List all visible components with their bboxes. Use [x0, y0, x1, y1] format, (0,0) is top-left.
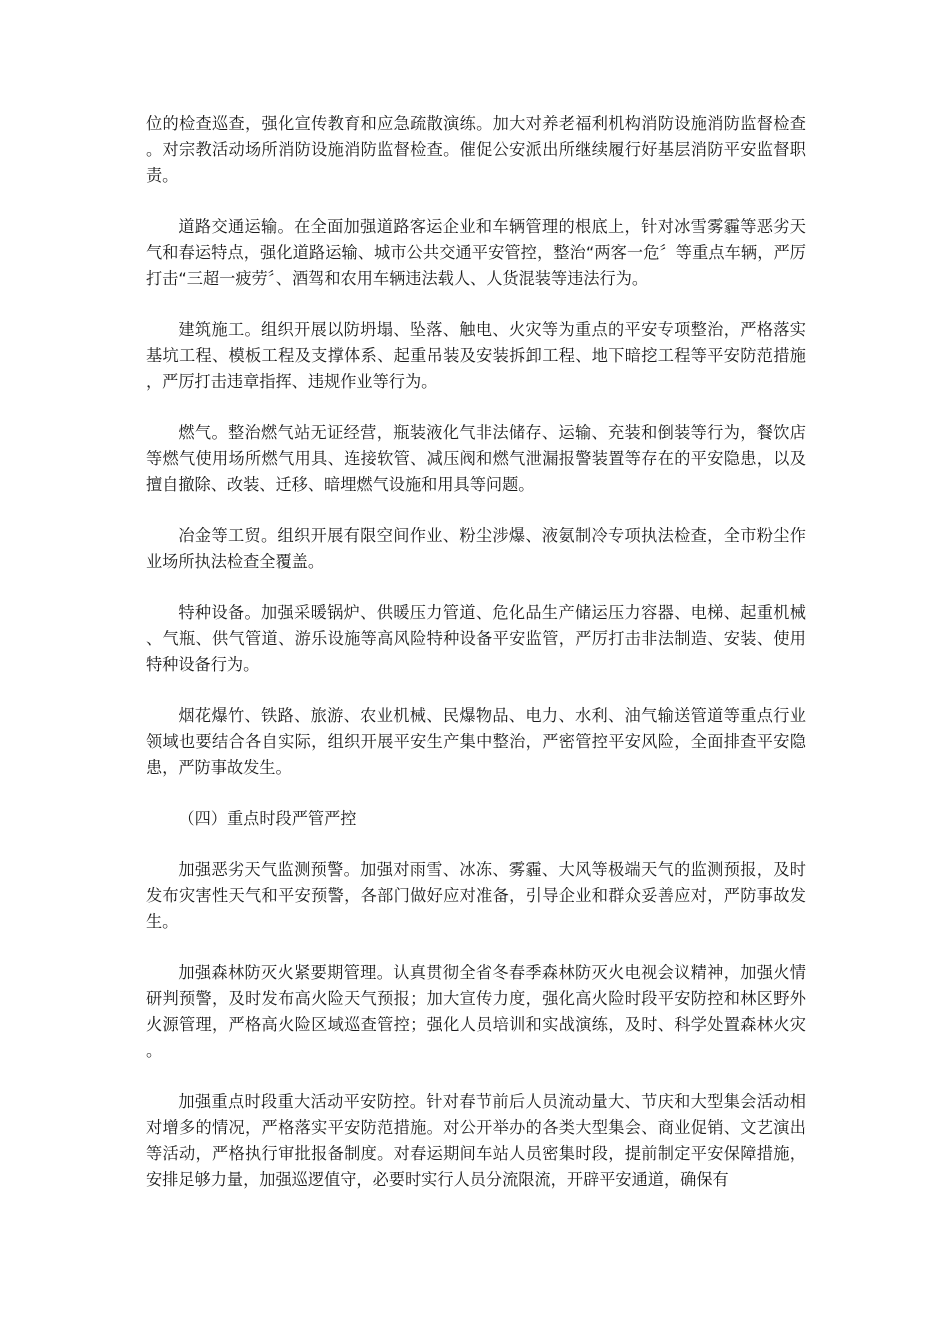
paragraph-other-industries: 烟花爆竹、铁路、旅游、农业机械、民爆物品、电力、水利、油气输送管道等重点行业领域也要结合各自实际，组织开展平安生产集中整治，严密管控平安风险，全面排查平安隐患，严防事故发生。 [146, 706, 806, 777]
paragraph-construction: 建筑施工。组织开展以防坍塌、坠落、触电、火灾等为重点的平安专项整治，严格落实基坑工程、模板工程及支撑体系、起重吊装及安装拆卸工程、地下暗挖工程等平安防范措施，严厉打击违章指挥、违规作业等行为。 [146, 320, 806, 391]
paragraph-special-equipment: 特种设备。加强采暖锅炉、供暖压力管道、危化品生产储运压力容器、电梯、起重机械、气瓶、供气管道、游乐设施等高风险特种设备平安监管，严厉打击非法制造、安装、使用特种设备行为。 [146, 603, 806, 674]
paragraph-weather-warning: 加强恶劣天气监测预警。加强对雨雪、冰冻、雾霾、大风等极端天气的监测预报，及时发布灾害性天气和平安预警，各部门做好应对准备，引导企业和群众妥善应对，严防事故发生。 [146, 860, 806, 931]
paragraph-forest-fire: 加强森林防灭火紧要期管理。认真贯彻全省冬春季森林防灭火电视会议精神，加强火情研判预警，及时发布高火险天气预报；加大宣传力度，强化高火险时段平安防控和林区野外火源管理，严格高火险区域巡查管控；强化人员培训和实战演练，及时、科学处置森林火灾。 [146, 963, 806, 1060]
section-heading-key-periods: （四）重点时段严管严控 [178, 809, 357, 828]
paragraph-road-transport: 道路交通运输。在全面加强道路客运企业和车辆管理的根底上，针对冰雪雾霾等恶劣天气和春运特点，强化道路运输、城市公共交通平安管控，整治“两客一危〞等重点车辆，严厉打击“三超一疲劳〞、酒驾和农用车辆违法载人、人货混装等违法行为。 [146, 217, 806, 288]
paragraph-gas: 燃气。整治燃气站无证经营，瓶装液化气非法储存、运输、充装和倒装等行为，餐饮店等燃气使用场所燃气用具、连接软管、减压阀和燃气泄漏报警装置等存在的平安隐患，以及擅自撤除、改装、迁移、暗埋燃气设施和用具等问题。 [146, 423, 806, 494]
paragraph-metallurgy: 冶金等工贸。组织开展有限空间作业、粉尘涉爆、液氨制冷专项执法检查，全市粉尘作业场所执法检查全覆盖。 [146, 526, 806, 571]
paragraph-fire-inspection: 位的检查巡查，强化宣传教育和应急疏散演练。加大对养老福利机构消防设施消防监督检查。对宗教活动场所消防设施消防监督检查。催促公安派出所继续履行好基层消防平安监督职责。 [146, 114, 806, 185]
paragraph-major-events: 加强重点时段重大活动平安防控。针对春节前后人员流动量大、节庆和大型集会活动相对增多的情况，严格落实平安防范措施。对公开举办的各类大型集会、商业促销、文艺演出等活动，严格执行审批报备制度。对春运期间车站人员密集时段，提前制定平安保障措施，安排足够力量，加强巡逻值守，必要时实行人员分流限流，开辟平安通道，确保有 [146, 1092, 806, 1189]
document-body [146, 111, 806, 1193]
